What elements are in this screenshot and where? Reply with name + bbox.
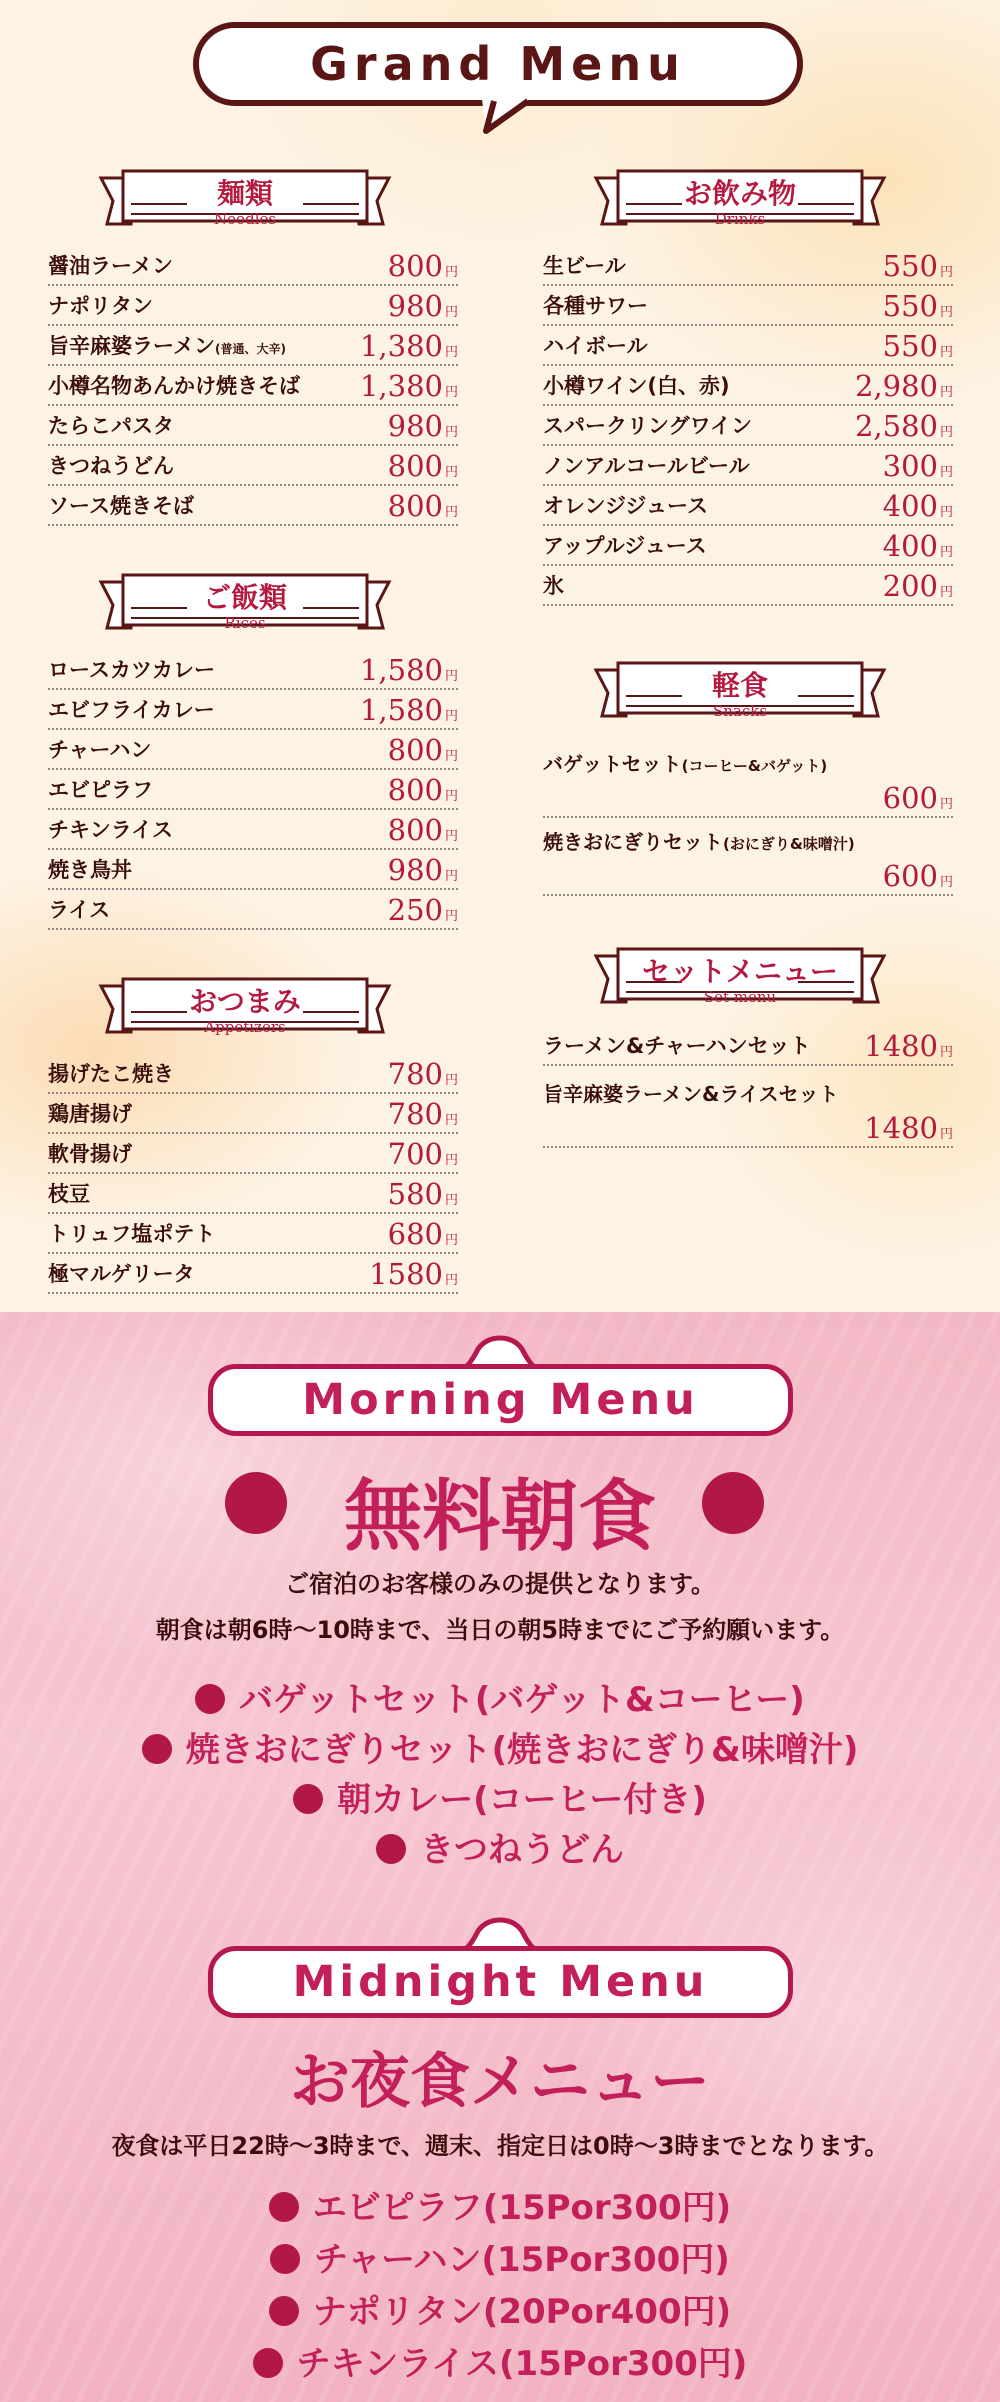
midnight-item: ナポリタン(20Por400円): [0, 2284, 1000, 2333]
category-title-en: Snacks: [712, 702, 768, 720]
item-note: (普通、大辛): [214, 342, 286, 356]
item-price: 1580 円: [369, 1257, 458, 1291]
item-price: 1480 円: [864, 1029, 953, 1063]
bullet-dot: [376, 1834, 406, 1864]
item-price: 980 円: [387, 409, 458, 443]
grand-menu-title: [193, 22, 803, 106]
midnight-item: チャーハン(15Por300円): [0, 2232, 1000, 2281]
item-name: 枝豆: [48, 1182, 90, 1206]
menu-row: [48, 1054, 458, 1094]
menu-row: [543, 326, 953, 366]
menu-row: [48, 366, 458, 406]
category-header-noodles: [95, 168, 395, 234]
menu-row: [48, 1094, 458, 1134]
midnight-item: エビピラフ(15Por300円): [0, 2180, 1000, 2229]
item-name: きつねうどん: [48, 454, 174, 478]
category-title-en: Noodles: [213, 210, 277, 228]
item-price: 1480 円: [864, 1111, 953, 1145]
item-price: 550 円: [882, 329, 953, 363]
morning-note-guests: ご宿泊のお客様のみの提供となります。: [284, 1570, 716, 1598]
morning-menu-title-text: Morning Menu: [302, 1375, 699, 1425]
item-note: (おにぎり&味噌汁): [723, 835, 855, 853]
category-title-jp: おつまみ: [189, 985, 301, 1018]
item-price: 680 円: [387, 1217, 458, 1251]
category-title-jp: 麺類: [216, 177, 273, 210]
menu-row: [543, 406, 953, 446]
midnight-snack-heading: お夜食メニュー: [290, 2047, 710, 2117]
midnight-menu-title-text: Midnight Menu: [292, 1957, 709, 2007]
menu-row: [48, 1134, 458, 1174]
item-price: 800 円: [387, 813, 458, 847]
item-name: バゲットセット(コーヒー&バゲット): [543, 752, 828, 776]
category-title-en: Appetizers: [204, 1018, 286, 1036]
menu-row: [48, 1254, 458, 1294]
speech-bubble-tail: [480, 95, 540, 135]
free-breakfast-heading: 無料朝食: [343, 1472, 656, 1562]
item-name: 焼きおにぎりセット(おにぎり&味噌汁): [543, 830, 855, 854]
midnight-note-hours: 夜食は平日22時〜3時まで、週末、指定日は0時〜3時までとなります。: [111, 2132, 889, 2160]
item-price: 780 円: [387, 1097, 458, 1131]
item-price: 550 円: [882, 249, 953, 283]
item-name: 揚げたこ焼き: [48, 1062, 174, 1086]
item-price: 1,380 円: [359, 369, 458, 403]
item-price: 1,580 円: [359, 653, 458, 687]
item-name: ロースカツカレー: [48, 658, 215, 682]
item-name: 極マルゲリータ: [48, 1262, 195, 1286]
midnight-menu-title: [208, 1946, 793, 2018]
morning-item: 朝カレー(コーヒー付き): [0, 1772, 1000, 1821]
item-price: 980 円: [387, 853, 458, 887]
item-price: 300 円: [882, 449, 953, 483]
item-name: 焼き鳥丼: [48, 858, 132, 882]
item-name: ラーメン&チャーハンセット: [543, 1034, 811, 1058]
item-name: 生ビール: [543, 254, 626, 278]
item-price: 800 円: [387, 773, 458, 807]
item-note: (コーヒー&バゲット): [681, 757, 828, 775]
item-price: 700 円: [387, 1137, 458, 1171]
item-name: 小樽名物あんかけ焼きそば: [48, 374, 300, 398]
menu-row: [543, 246, 953, 286]
morning-item: 焼きおにぎりセット(焼きおにぎり&味噌汁): [0, 1722, 1000, 1771]
item-name: チャーハン: [48, 738, 152, 762]
menu-row: [48, 810, 458, 850]
menu-row: [543, 446, 953, 486]
morning-item: バゲットセット(バゲット&コーヒー): [0, 1672, 1000, 1721]
item-name: 小樽ワイン(白、赤): [543, 374, 730, 398]
item-name: エビピラフ: [48, 778, 153, 802]
item-name: ライス: [48, 898, 111, 922]
item-name: オレンジジュース: [543, 494, 708, 518]
menu-row: [48, 446, 458, 486]
item-name: 鶏唐揚げ: [48, 1102, 132, 1126]
item-price: 550 円: [882, 289, 953, 323]
menu-row: [543, 486, 953, 526]
menu-row: [48, 326, 458, 366]
menu-row: [48, 406, 458, 446]
menu-row: [543, 366, 953, 406]
breakfast-and-midnight-section: [0, 1312, 1000, 2402]
category-title-jp: ご飯類: [202, 581, 287, 614]
item-price: 1,580 円: [359, 693, 458, 727]
menu-row: [48, 690, 458, 730]
morning-item: きつねうどん: [0, 1822, 1000, 1871]
morning-menu-title: [208, 1364, 793, 1436]
menu-row: [48, 650, 458, 690]
item-name: 氷: [543, 574, 564, 598]
item-price: 1,380 円: [359, 329, 458, 363]
category-header-rices: [95, 572, 395, 638]
menu-row: [543, 526, 953, 566]
item-name: ハイボール: [543, 334, 648, 358]
menu-row: [48, 286, 458, 326]
item-name: チキンライス: [48, 818, 173, 842]
item-name: エビフライカレー: [48, 698, 215, 722]
menu-row: [543, 286, 953, 326]
menu-row: [543, 740, 953, 818]
grand-menu-title-text: Grand Menu: [310, 37, 686, 91]
menu-row: [48, 1174, 458, 1214]
menu-row: [48, 730, 458, 770]
item-price: 580 円: [387, 1177, 458, 1211]
item-price: 800 円: [387, 449, 458, 483]
menu-row: [48, 770, 458, 810]
menu-row: [48, 1214, 458, 1254]
menu-row: [543, 566, 953, 606]
bullet-dot: [270, 2244, 300, 2274]
category-header-snacks: [590, 660, 890, 726]
item-name: 軟骨揚げ: [48, 1142, 132, 1166]
item-name: アップルジュース: [543, 534, 707, 558]
category-header-appetizers: [95, 976, 395, 1042]
item-price: 200 円: [882, 569, 953, 603]
bullet-dot: [195, 1684, 225, 1714]
item-price: 400 円: [882, 489, 953, 523]
midnight-item: チキンライス(15Por300円): [0, 2336, 1000, 2385]
item-name: ナポリタン: [48, 294, 153, 318]
menu-row: [48, 890, 458, 930]
bullet-dot: [142, 1734, 172, 1764]
bullet-dot: [269, 2192, 299, 2222]
menu-row: [543, 818, 953, 896]
item-name: スパークリングワイン: [543, 414, 752, 438]
item-price: 800 円: [387, 489, 458, 523]
item-name: トリュフ塩ポテト: [48, 1222, 216, 1246]
item-price: 980 円: [387, 289, 458, 323]
category-title-en: Set menu: [703, 988, 777, 1006]
item-price: 800 円: [387, 733, 458, 767]
category-title-en: Drinks: [714, 210, 766, 228]
menu-row: [48, 850, 458, 890]
item-name: ソース焼きそば: [48, 494, 194, 518]
item-price: 600 円: [882, 781, 953, 815]
category-header-set-menu: [590, 946, 890, 1012]
category-title-jp: 軽食: [711, 669, 768, 702]
item-price: 2,580 円: [854, 409, 953, 443]
item-name: たらこパスタ: [48, 414, 174, 438]
bullet-dot: [269, 2296, 299, 2326]
item-name: 旨辛麻婆ラーメン&ライスセット: [543, 1082, 839, 1106]
item-price: 2,980 円: [854, 369, 953, 403]
bullet-dot: [253, 2348, 283, 2378]
category-title-jp: セットメニュー: [642, 955, 838, 988]
item-price: 250 円: [387, 893, 458, 927]
bullet-dot: [293, 1784, 323, 1814]
item-price: 780 円: [387, 1057, 458, 1091]
category-header-drinks: [590, 168, 890, 234]
menu-row: [543, 1070, 953, 1148]
item-name: 旨辛麻婆ラーメン(普通、大辛): [48, 334, 286, 358]
bullet-circle: [702, 1472, 764, 1534]
item-price: 400 円: [882, 529, 953, 563]
item-name: 醤油ラーメン: [48, 254, 173, 278]
category-title-en: Rices: [224, 614, 266, 632]
item-price: 600 円: [882, 859, 953, 893]
morning-note-hours: 朝食は朝6時〜10時まで、当日の朝5時までにご予約願います。: [155, 1616, 845, 1644]
item-name: 各種サワー: [543, 294, 648, 318]
category-title-jp: お飲み物: [683, 177, 796, 210]
item-price: 800 円: [387, 249, 458, 283]
item-name: ノンアルコールビール: [543, 454, 750, 478]
menu-row: [48, 486, 458, 526]
menu-row: [543, 1026, 953, 1066]
menu-row: [48, 246, 458, 286]
